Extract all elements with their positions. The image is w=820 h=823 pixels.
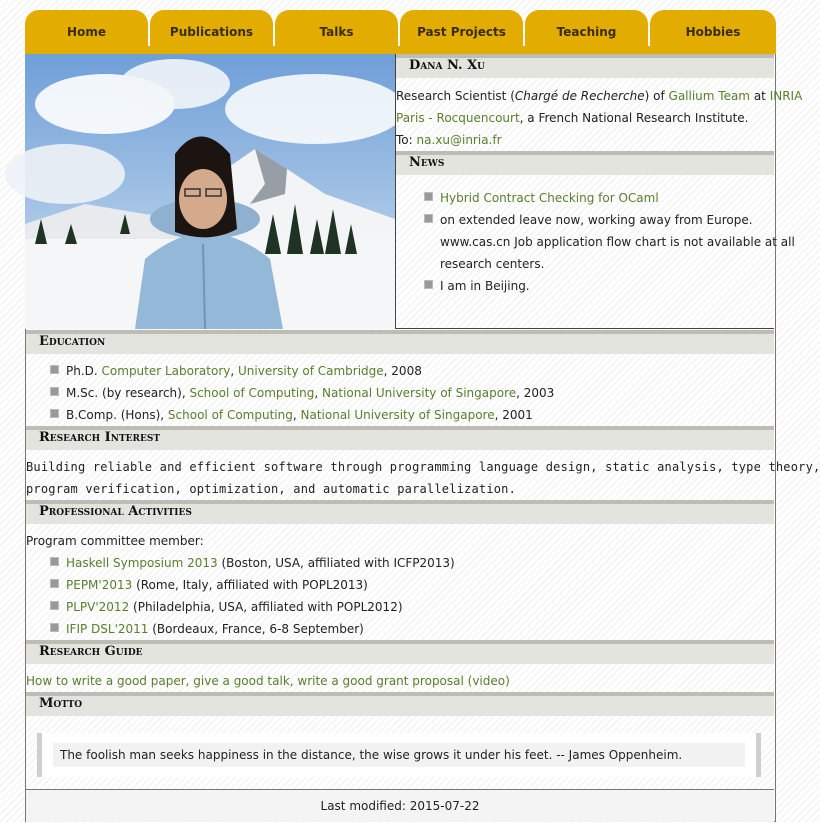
gallium-team-link[interactable]: Gallium Team [668, 89, 750, 103]
bullet-icon [50, 623, 59, 632]
tab-teaching[interactable]: Teaching [525, 10, 648, 54]
edu-sep: , [314, 386, 323, 400]
hybrid-contract-link[interactable]: Hybrid Contract Checking for OCaml [440, 191, 659, 205]
plpv-link[interactable]: PLPV'2012 [66, 600, 130, 614]
pc-detail: (Bordeaux, France, 6-8 September) [148, 622, 364, 636]
motto-quote: The foolish man seeks happiness in the distance, the wise grows it under his feet. -- James Oppenheim. [53, 743, 745, 767]
to-label: To: [396, 133, 417, 147]
news-text-cont: research centers. [440, 257, 545, 271]
ifip-dsl-link[interactable]: IFIP DSL'2011 [66, 622, 149, 636]
pepm-link[interactable]: PEPM'2013 [66, 578, 133, 592]
tab-home[interactable]: Home [25, 10, 148, 54]
news-text-cont: www.cas.cn Job application flow chart is not available at all [440, 235, 795, 249]
edu-year: , 2001 [494, 408, 533, 422]
title-prefix: Research Scientist ( [396, 89, 515, 103]
edu-year: , 2003 [516, 386, 555, 400]
edu-uni-link[interactable]: National University of Singapore [300, 408, 495, 422]
edu-degree: Ph.D. [66, 364, 102, 378]
research-guide-link[interactable]: How to write a good paper, give a good talk, write a good grant proposal (video) [26, 674, 510, 688]
news-text: on extended leave now, working away from Europe. [440, 213, 753, 227]
research-interest-heading: Research Interest [26, 426, 774, 450]
title-at: at [750, 89, 770, 103]
pc-item [50, 596, 403, 618]
bullet-icon [50, 409, 59, 418]
profile-photo [25, 54, 395, 329]
edu-dept-link[interactable]: Computer Laboratory [101, 364, 231, 378]
edu-dept-link[interactable]: School of Computing [167, 408, 293, 422]
news-heading: News [396, 151, 774, 175]
profile-title-line [396, 85, 802, 107]
bullet-icon [424, 280, 433, 289]
nav-underline [25, 46, 776, 54]
tab-hobbies[interactable]: Hobbies [650, 10, 776, 54]
news-item [424, 275, 530, 297]
title-of: ) of [644, 89, 669, 103]
bullet-icon [424, 192, 433, 201]
news-item [424, 187, 659, 209]
edu-uni-link[interactable]: National University of Singapore [322, 386, 517, 400]
haskell-symposium-link[interactable]: Haskell Symposium 2013 [66, 556, 218, 570]
email-line [396, 129, 502, 151]
news-text: I am in Beijing. [440, 279, 530, 293]
edu-year: , 2008 [383, 364, 422, 378]
bullet-icon [50, 387, 59, 396]
email-link[interactable]: na.xu@inria.fr [416, 133, 502, 147]
tab-publications[interactable]: Publications [150, 10, 273, 54]
bullet-icon [50, 601, 59, 610]
tab-past-projects[interactable]: Past Projects [400, 10, 523, 54]
pc-item [50, 552, 455, 574]
bullet-icon [50, 557, 59, 566]
bullet-icon [50, 579, 59, 588]
news-item [424, 209, 753, 231]
edu-degree: M.Sc. (by research), [66, 386, 190, 400]
research-interest-text: Building reliable and efficient software through programming language design, static analysis, type theory, [26, 460, 820, 474]
research-interest-text: program verification, optimization, and automatic parallelization. [26, 482, 517, 496]
motto-heading: Motto [26, 692, 774, 716]
inria-link[interactable]: INRIA [769, 89, 803, 103]
profile-title-line2 [396, 107, 749, 129]
pc-detail: (Philadelphia, USA, affiliated with POPL2012) [129, 600, 403, 614]
edu-dept-link[interactable]: School of Computing [189, 386, 315, 400]
edu-sep: , [230, 364, 239, 378]
research-guide-heading: Research Guide [26, 640, 774, 664]
research-guide-line [26, 670, 510, 692]
tab-talks[interactable]: Talks [275, 10, 398, 54]
edu-sep: , [292, 408, 301, 422]
edu-degree: B.Comp. (Hons), [66, 408, 168, 422]
education-heading: Education [26, 330, 774, 354]
education-item [50, 360, 422, 382]
pc-detail: (Rome, Italy, affiliated with POPL2013) [132, 578, 368, 592]
education-item [50, 404, 533, 426]
inria-paris-link[interactable]: Paris - Rocquencourt [396, 111, 520, 125]
pc-item [50, 574, 368, 596]
bullet-icon [50, 365, 59, 374]
last-modified: Last modified: 2015-07-22 [26, 789, 774, 822]
edu-uni-link[interactable]: University of Cambridge [238, 364, 384, 378]
bullet-icon [424, 214, 433, 223]
title-italic: Chargé de Recherche [514, 89, 645, 103]
professional-heading: Professional Activities [26, 500, 774, 524]
pc-member-intro: Program committee member: [26, 534, 204, 548]
title-suffix: , a French National Research Institute. [519, 111, 749, 125]
profile-name: Dana N. Xu [396, 54, 774, 78]
education-item [50, 382, 554, 404]
pc-item [50, 618, 364, 640]
pc-detail: (Boston, USA, affiliated with ICFP2013) [217, 556, 455, 570]
